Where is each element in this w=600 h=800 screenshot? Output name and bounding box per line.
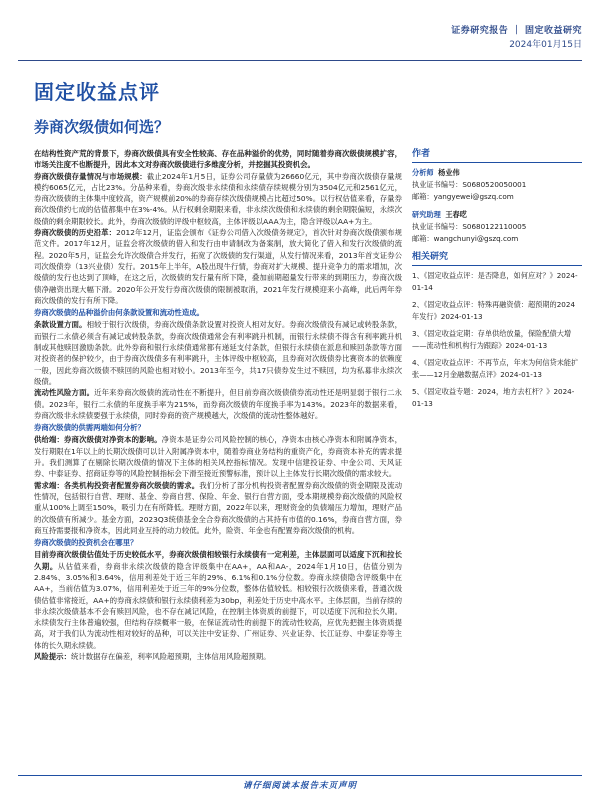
paragraph-stock-size xyxy=(34,171,402,227)
paragraph-text: 近年来券商次级债的流动性在不断提升，但目前券商次级债债券流动性还是明显弱于银行二永债。2023年，银行二永债的年度换手率为215%，而券商次级债的年度换手率为143%。2023年的数据来看，券商次级非永续债要强于永续债，同时券商的资产规模越大，次级债的流动性整体越好。 xyxy=(34,388,402,420)
authors-heading: 作者 xyxy=(412,148,582,163)
section-heading-supply-demand: 券商次级债的供需两端如何分析？ xyxy=(34,423,145,433)
related-report-link[interactable]: 4、《固定收益点评：不再节点，年末为何信贷未能扩张——12月金融数据点评》2024-01-13 xyxy=(412,358,579,379)
paragraph-text: 从估值来看，券商非永续次级债的隐含评级集中在AA+，AA和AA-，2024年1月10日，估值分别为2.84%、3.05%和3.64%，信用利差处于近三年的29%、6.1%和0.1%分位数。券商永续债隐含评级集中在AA+，当前估值为3.07%，信用利差处于近三年的9%分位数，整体估值较低。相较银行次级债来看，普通次级债估值非常接近，AA+的券商永续债和银行永续债利差为30bp，利差处于历史中高水平。主体层面，当前存续的非永续次级债基本不会有赎回风险，也不存在减记风险，在控制主体资质的前提下，可以适度下沉和拉长久期。永续债发行主体普遍较强，但结构存续概率一般，在保证流动性的前提下的流动性较高，应优先把握主体资质提高，对于我们认为流动性相对较好的品种，可以关注中安证券、广州证券、兴业证券、长江证券、中泰证券等主体的长久期永续债。 xyxy=(34,561,402,650)
page-title: 固定收益点评 xyxy=(34,80,160,104)
related-report-link[interactable]: 2、《固定收益点评：特殊再融资债：超预期的2024年发行》2024-01-13 xyxy=(412,300,576,321)
paragraph-text: 净资本是证券公司风险控制的核心，净资本由核心净资本和附属净资本，发行期限在1年以上的长期次级债可以计入附属净资本中，随着券商业务结构的重资产化，券商资本补充的需求提升。我们测算了在剔除长期次级债的情况下主体的相关风控指标情况。发现中信建投证券、中金公司、天风证券、中泰证券、招商证券等的风险控制指标会下滑至接近预警标准，预计以上主体发行长期次级债的需求较大。 xyxy=(34,435,402,479)
paragraph-lead: 需求端：各类机构投资者配置券商次级债的需求。 xyxy=(34,480,200,490)
paragraph-lead: 券商次级债存量情况与市场规模： xyxy=(34,171,147,181)
related-heading: 相关研究 xyxy=(412,251,582,266)
paragraph-lead: 券商次级债的历史沿革： xyxy=(34,228,117,238)
paragraph-clauses xyxy=(34,319,402,387)
analyst-line xyxy=(412,167,582,179)
paragraph-text: 2012年12月，证监会颁布《证券公司借入次级债务规定》，首次针对券商次级债颁布规范文件。2017年12月，证监会将次级债的借入和发行由申请制改为备案制，放大简化了借入和发行次级债的流程。2020年5月，证监会允许次级债合并发行，拓宽了次级债的发行渠道，从发行情况来看，2013年首支证券公司次级债券（13兴业债）发行。2015年上半年，A股出现牛行情，券商对扩大规模、提升竞争力的需求增加，次级债的发行也达到了顶峰，在这之后，次级债的发行量有所下降，叠加前期超量发行带来的到期压力，券商次级债净融资出现大幅下滑。2020年公开发行券商次级债的限制被取消，2021年发行规模迎来小高峰，此后两年券商次级债的发行有所下降。 xyxy=(34,228,402,305)
assistant-label: 研究助理 xyxy=(412,210,441,219)
paragraph-opportunity xyxy=(34,549,402,651)
footer-disclaimer: 请仔细阅读本报告末页声明 xyxy=(242,781,357,791)
assistant-line xyxy=(412,209,582,221)
paragraph-history xyxy=(34,227,402,306)
assistant-email[interactable]: 邮箱：wangchunyi@gszq.com xyxy=(412,234,519,243)
related-report-link[interactable]: 1、《固定收益点评：是否降息，如何应对？》2024-01-14 xyxy=(412,271,578,292)
sidebar xyxy=(412,148,582,415)
analyst-label: 分析师 xyxy=(412,168,434,177)
analyst-name: 杨业伟 xyxy=(438,168,460,177)
section-heading-opportunity: 券商次级债的投资机会在哪里？ xyxy=(34,538,138,548)
analyst-license: 执业证书编号：S0680520050001 xyxy=(412,180,527,189)
paragraph-text: 截止2024年1月5日，证券公司存量债为26660亿元，其中券商次级债存量规模约6065亿元，占比23%。分品种来看，券商次级非永续债和永续债存续规模分别为3504亿元和2561亿元，券商次级债的主体集中度较高，资产规模前20%的券商存续次级债规模占比超过50%。以行权估值来看，存量券商次级债约七成的估值都集中在3%-4%。从行权剩余期限来看，非永续次级债和永续债的剩余期限偏短，永续次级债的剩余期限较长。此外，券商次级债的评级中枢较高，主体评级以AAA为主，隐含评级以AA+为主。 xyxy=(34,171,402,226)
paragraph-lead: 供给端：券商次级债对净资本的影响。 xyxy=(34,435,162,445)
section-heading-premium: 券商次级债的品种溢价由何条款设置和流动性造成。 xyxy=(34,308,204,318)
paragraph-supply xyxy=(34,434,402,479)
header-divider xyxy=(18,60,582,61)
paragraph-demand xyxy=(34,480,402,536)
paragraph-text: 统计数据存在偏差，利率风险超预期，主体信用风险超预期。 xyxy=(70,652,271,662)
paragraph-lead: 目前券商次级债估值处于历史较低水平，券商次级债相较银行永续债有一定利差，主体层面可以适度下沉和拉长久期。 xyxy=(34,550,402,571)
footer-divider xyxy=(18,775,582,776)
paragraph-liquidity xyxy=(34,387,402,421)
page-subtitle: 券商次级债如何选？ xyxy=(34,118,170,136)
report-date: 2024年01月15日 xyxy=(509,40,582,50)
summary-paragraph: 在结构性资产荒的背景下，券商次级债具有安全性较高、存在品种溢价的优势，同时随着券商次级债规模扩容，市场关注度不也断提升，因此本文对券商次级债进行多维度分析，并挖掘其投资机会。 xyxy=(34,149,402,170)
paragraph-risk xyxy=(34,651,402,662)
analyst-email[interactable]: 邮箱：yangyewei@gszq.com xyxy=(412,192,514,201)
related-report-link[interactable]: 5、《固定收益专题：2024，地方去杠杆？》2024-01-13 xyxy=(412,387,575,408)
report-type: 证券研究报告 ｜ 固定收益研究 xyxy=(451,26,582,36)
report-header xyxy=(451,24,582,52)
paragraph-lead: 风险提示： xyxy=(34,652,71,662)
paragraph-text: 相较于银行次级债，券商次级债条款设置对投资人相对友好。券商次级债没有减记或转股条款，而银行二永债必须含有减记或转股条款，券商次级债通常会有利率跳升机制，而银行永续债不得含有利率跳升机制或其他赎回激励条款。此外券商和银行永续债通常都有递延支付条款，但银行永续债在派息和赎回条款等方面对投资者的保护较少，由于券商次级债多有利率跳升，主体评级中枢较高，且券商对次级债券比赛资本的依赖度一般，因此券商次级债不赎回的风险也相对较小。2013年至今，共17只债券发生过不赎回，均为私募非永续次级债。 xyxy=(34,320,402,386)
assistant-license: 执业证书编号：S0680122110005 xyxy=(412,222,527,231)
paragraph-text: 我们分析了部分机构投资者配置券商次级债的资金期限及流动性情况，包括银行自营、理财、基金、券商自营、保险、年金、银行自营方面，受本期规模券商次级债的风险权重从100%上调至150%，吸引力在有所降低。理财方面，2022年以来，理财资金的负债端压力增加，理财产品的次级债有所减少。基金方面，2023Q3统债基金全合券商次级债的占其持有市值的0.16%，券商自营方面，券商互持需要报和净资本，因此同业互持的动力较低。此外，险资、年金也有配置券商次级债的机构。 xyxy=(34,480,402,535)
related-report-link[interactable]: 3、《固定收益定期：存单供给放量，保险配债大增——流动性和机构行为跟踪》2024-01-13 xyxy=(412,329,572,350)
main-body xyxy=(34,148,402,662)
assistant-name: 王春呓 xyxy=(445,210,467,219)
paragraph-lead: 流动性风险方面。 xyxy=(34,388,95,398)
paragraph-lead: 条款设置方面。 xyxy=(34,320,87,330)
